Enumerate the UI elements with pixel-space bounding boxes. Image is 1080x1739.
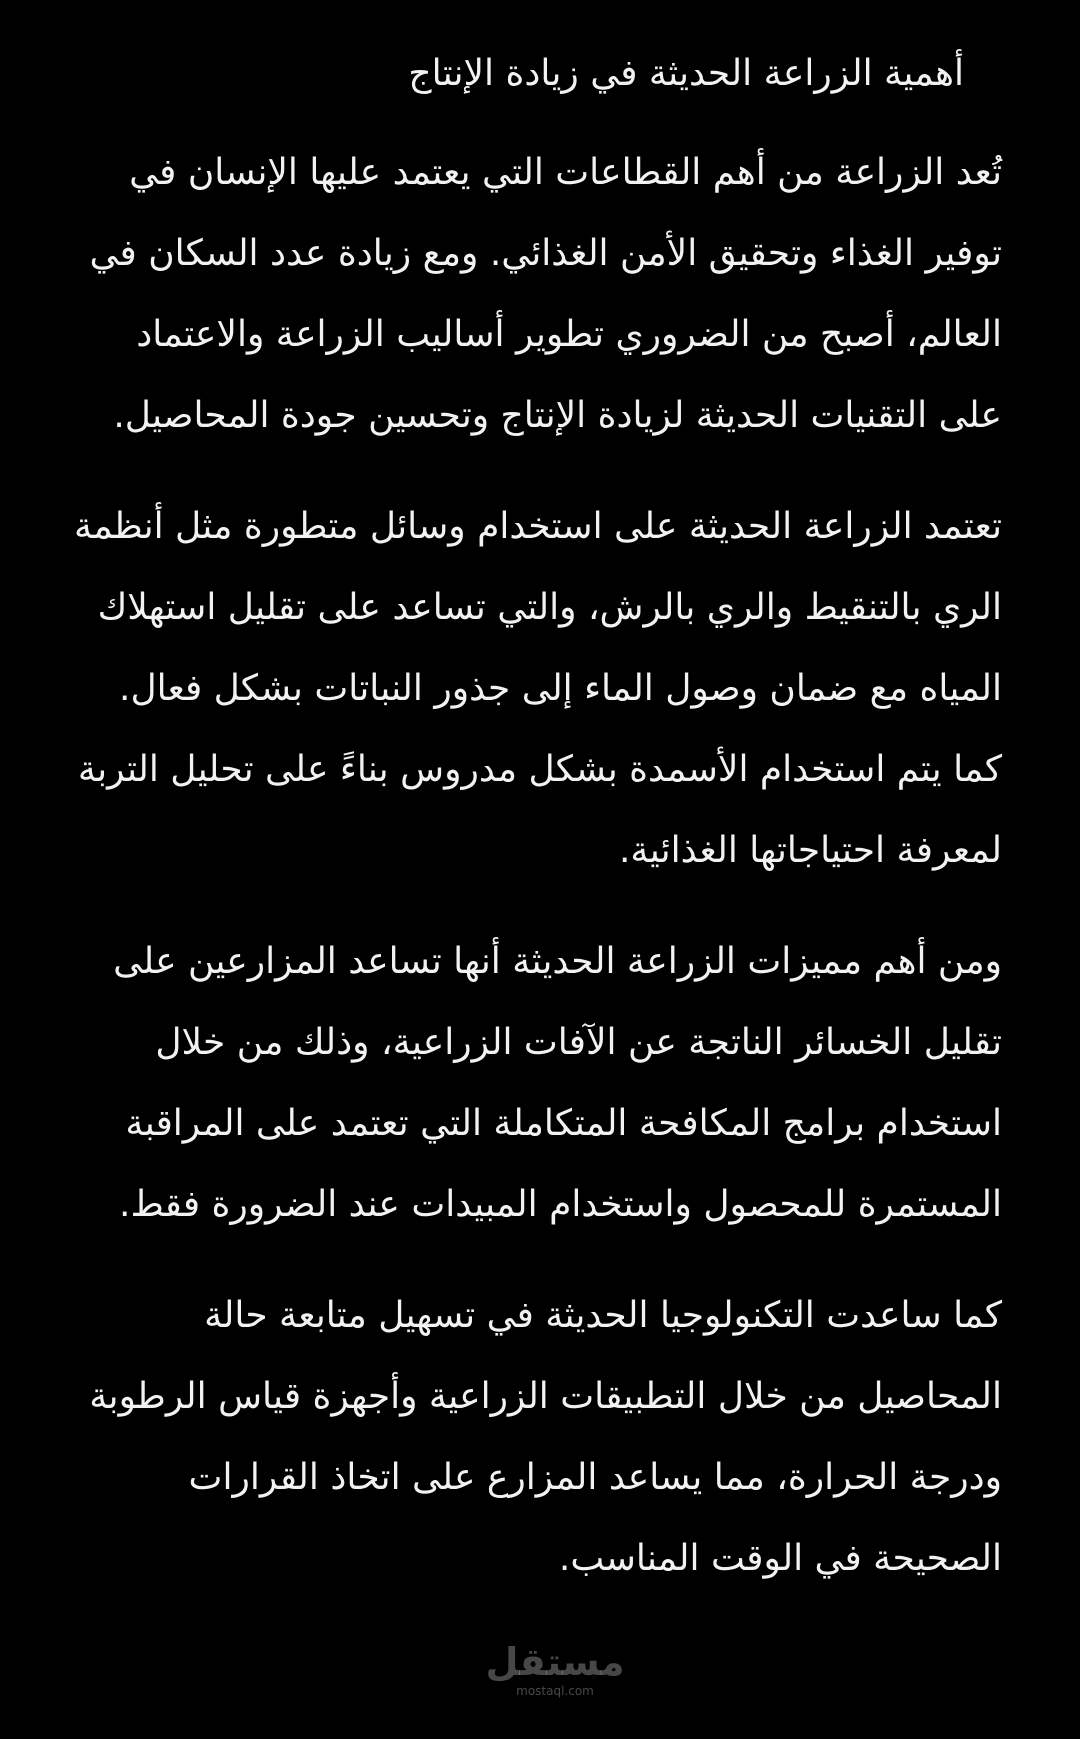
paragraph-4: كما ساعدت التكنولوجيا الحديثة في تسهيل متابعة حالة المحاصيل من خلال التطبيقات الزراعية وأجهزة قياس الرطوبة ودرجة الحرارة، مما يساعد المزارع على اتخاذ القرارات الصحيحة في الوقت المناسب.: [89, 1295, 1002, 1579]
paragraph-1: تُعد الزراعة من أهم القطاعات التي يعتمد عليها الإنسان في توفير الغذاء وتحقيق الأمن الغذائي. ومع زيادة عدد السكان في العالم، أصبح من الضروري تطوير أساليب الزراعة والاعتماد على التقنيات الحديثة لزيادة الإنتاج وتحسين جودة المحاصيل.: [89, 152, 1002, 436]
watermark-url: mostaql.com: [516, 1684, 594, 1698]
paragraph-3: ومن أهم مميزات الزراعة الحديثة أنها تساعد المزارعين على تقليل الخسائر الناتجة عن الآفات الزراعية، وذلك من خلال استخدام برامج المكافحة المتكاملة التي تعتمد على المراقبة المستمرة للمحصول واستخدام المبيدات عند الضرورة فقط.: [113, 941, 1002, 1225]
paragraph-2: تعتمد الزراعة الحديثة على استخدام وسائل متطورة مثل أنظمة الري بالتنقيط والري بالرش، والتي تساعد على تقليل استهلاك المياه مع ضمان وصول الماء إلى جذور النباتات بشكل فعال. كما يتم استخدام الأسمدة بشكل مدروس بناءً على تحليل التربة لمعرفة احتياجاتها الغذائية.: [73, 506, 1002, 871]
document-title: أهمية الزراعة الحديثة في زيادة الإنتاج: [408, 53, 964, 94]
watermark-name: مستقل: [485, 1640, 625, 1684]
